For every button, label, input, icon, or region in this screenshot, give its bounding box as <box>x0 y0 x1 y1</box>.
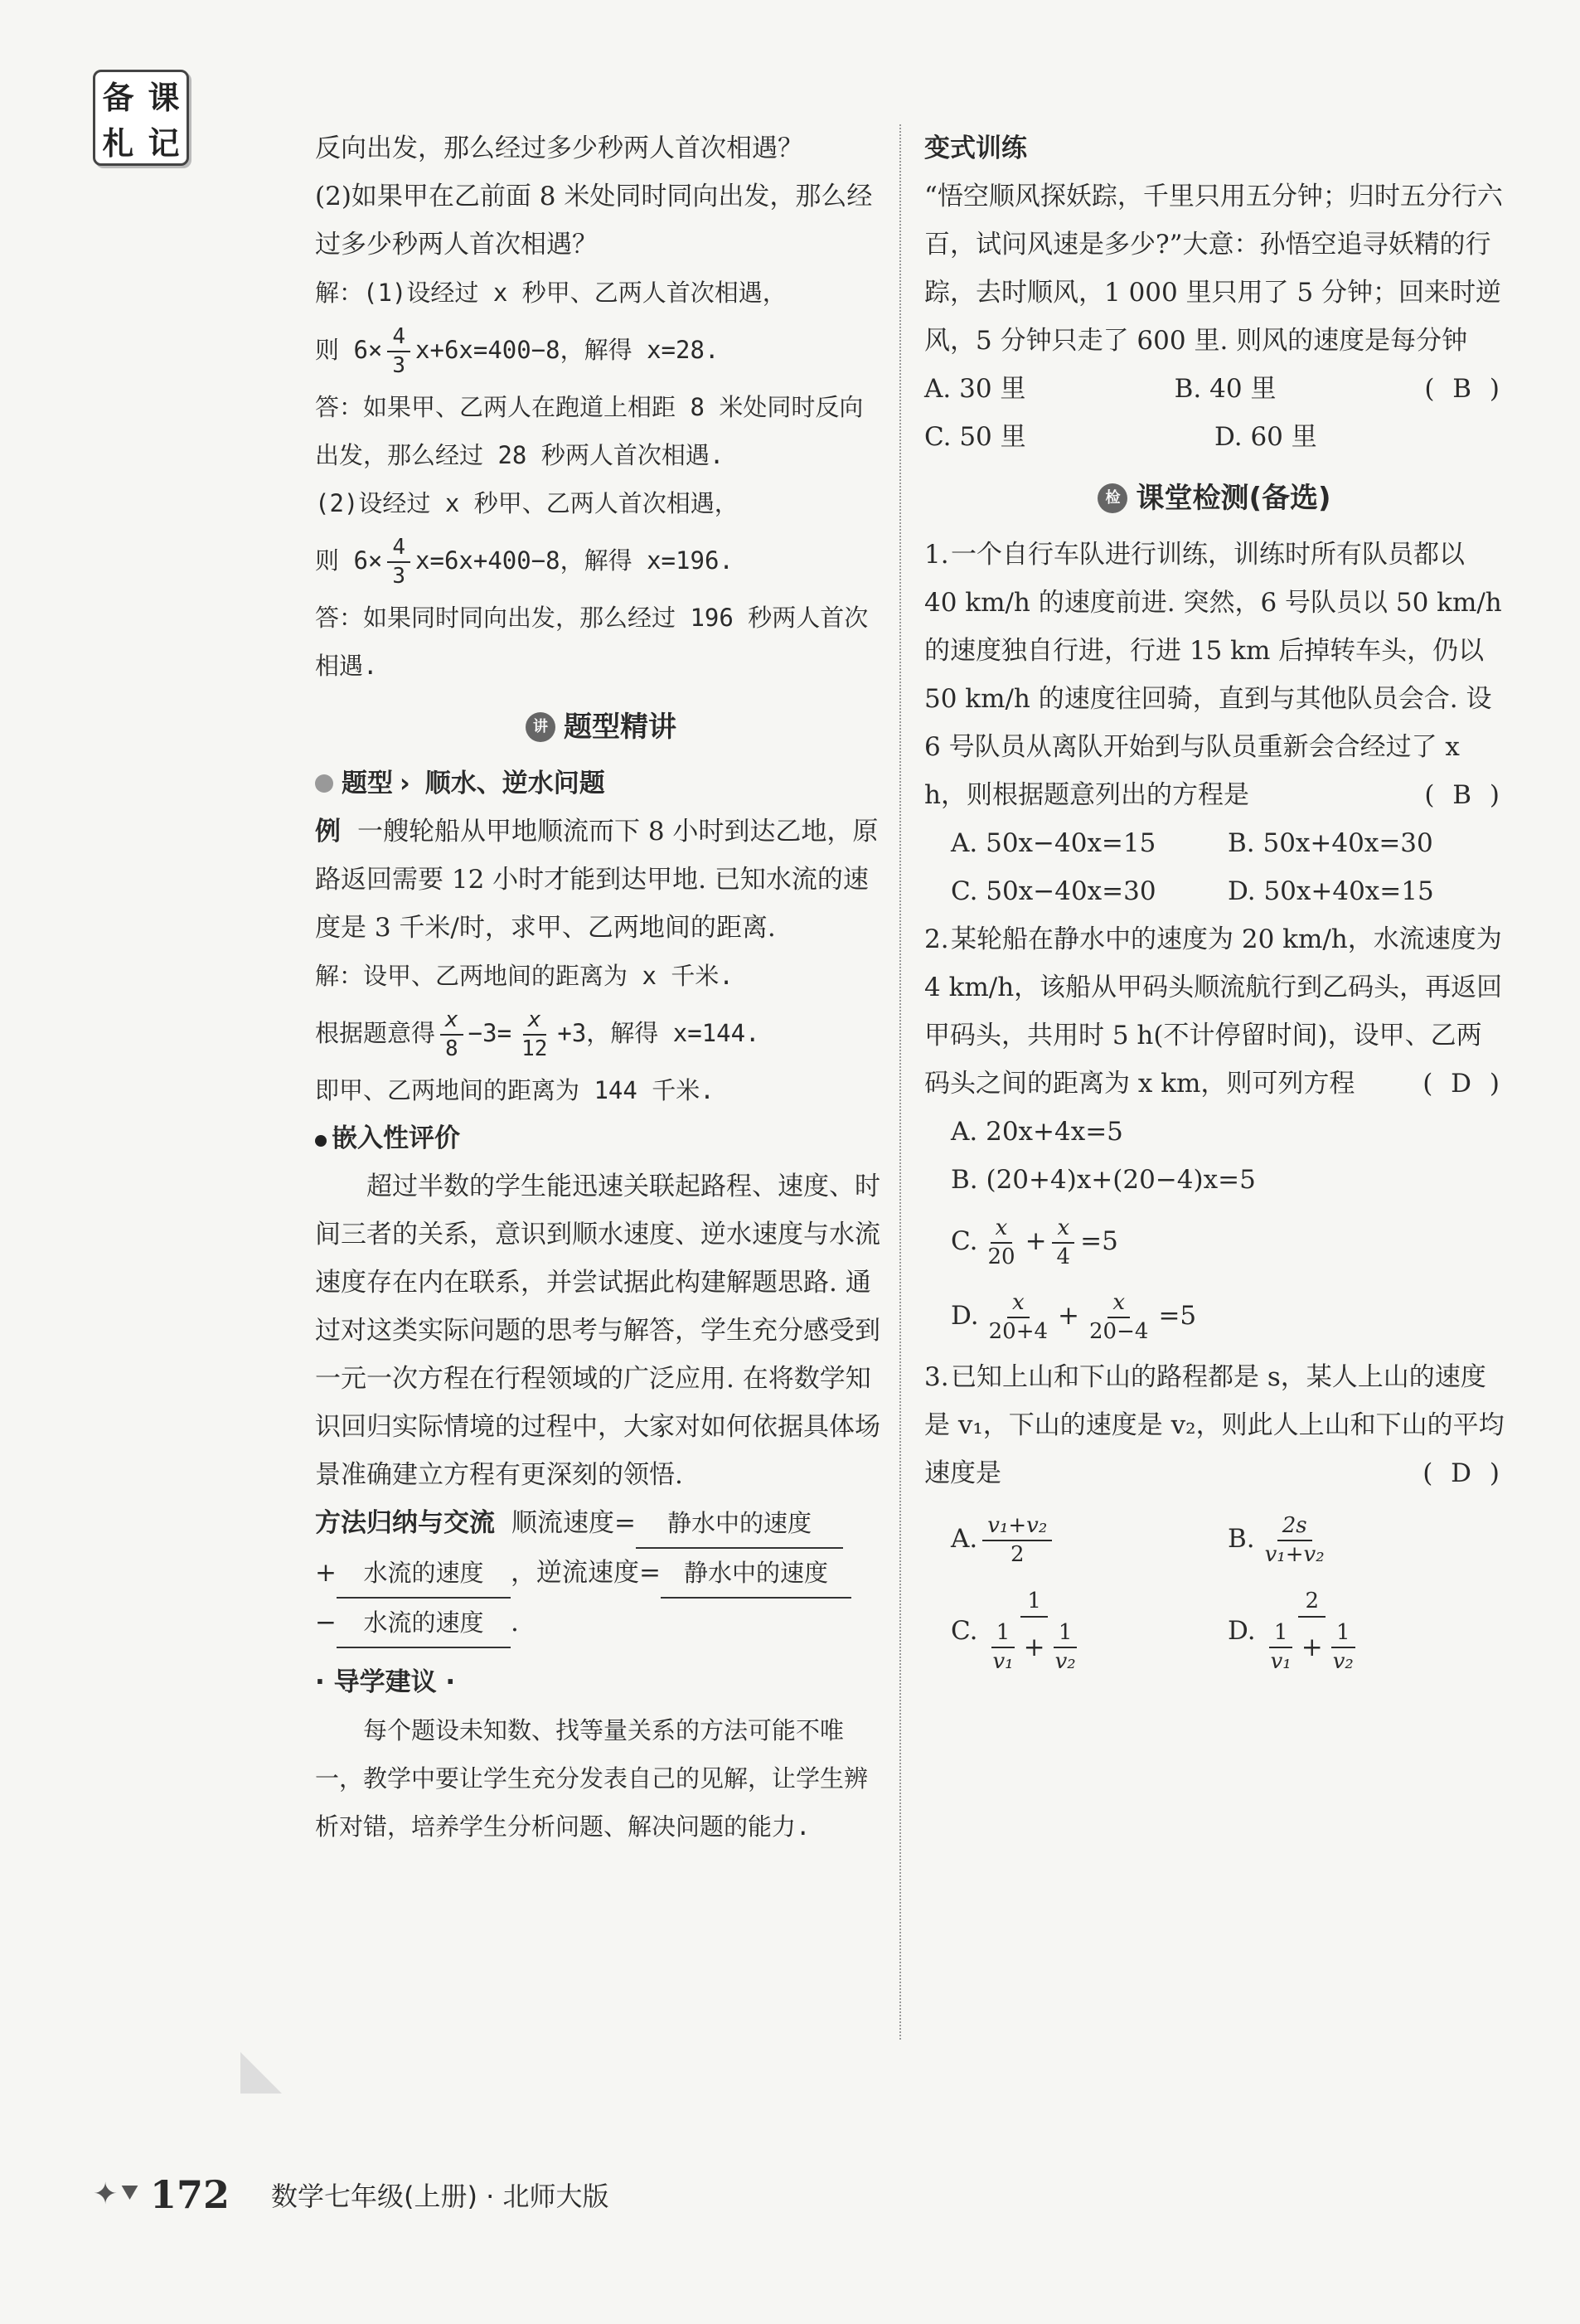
denominator: 20−4 <box>1089 1318 1149 1344</box>
option: B. 40 里 <box>1174 374 1277 404</box>
example <box>315 808 887 952</box>
section-header <box>315 703 887 751</box>
question-number: 1. <box>924 540 949 570</box>
option-label: B. <box>1228 1524 1255 1554</box>
fraction <box>440 1008 463 1060</box>
option-row <box>924 1497 1505 1580</box>
denominator <box>982 1618 1085 1673</box>
fill-blank: 静水中的速度 <box>636 1499 843 1549</box>
note-stamp <box>93 70 189 166</box>
option: A. 50x−40x=15 <box>951 828 1156 858</box>
type-label: 题型 <box>342 769 393 798</box>
type-row <box>315 759 887 808</box>
denominator: v₂ <box>1054 1648 1076 1674</box>
eq-rest: x=6x+400−8，解得 x=196. <box>415 546 734 575</box>
method-text: 顺流速度= <box>511 1508 636 1538</box>
numerator: x <box>991 1216 1013 1244</box>
page-number: 172 <box>149 2172 230 2217</box>
plus-sign: + <box>1301 1632 1323 1662</box>
example-solution: 解：设甲、乙两地间的距离为 x 千米. <box>315 962 734 990</box>
fraction <box>1260 1514 1330 1566</box>
denominator: v₁ <box>1270 1648 1292 1674</box>
option-label: D. <box>951 1301 979 1331</box>
denominator: 3 <box>392 353 406 378</box>
eval-title: 嵌入性评价 <box>332 1123 460 1153</box>
denominator <box>1261 1618 1364 1673</box>
option-row <box>924 1589 1505 1673</box>
numerator: x <box>1007 1291 1030 1318</box>
denominator: 12 <box>521 1036 548 1061</box>
option-row <box>924 365 1424 413</box>
fraction <box>1266 1621 1296 1673</box>
example-equation <box>315 1000 887 1066</box>
question-answer: ( B ) <box>1424 780 1505 810</box>
option-c: C. $\frac{x}{20}$ + $\frac{x}{4}$ =5 <box>951 1215 1118 1269</box>
eval-text: 超过半数的学生能迅速关联起路程、速度、时间三者的关系，意识到顺水速度、逆水速度与水流速度存在内在联系，并尝试据此构建解题思路. 通过对这类实际问题的思考与解答，学生充分感受到一元一次方程在行程领域的广泛应用. 在将数学知识回归实际情境的过程中，大家对如何依据具体场景准确建立方程有更深刻的领悟. <box>315 1172 880 1490</box>
fraction <box>984 1291 1053 1343</box>
solution-2: (2)设经过 x 秒甲、乙两人首次相遇， <box>315 489 739 517</box>
option-row <box>924 819 1505 867</box>
fraction <box>982 1514 1052 1566</box>
numerator: 1 <box>991 1621 1015 1648</box>
fill-blank: 水流的速度 <box>337 1599 511 1648</box>
option-b <box>1228 1497 1505 1580</box>
eq-prefix: 则 6× <box>315 546 383 575</box>
option: B. 50x+40x=30 <box>1228 828 1433 858</box>
option-d: D. $\frac{x}{20+4}$ + $\frac{x}{20-4}$ =5 <box>951 1289 1197 1344</box>
plus-sign: + <box>1023 1632 1045 1662</box>
option: A. 30 里 <box>924 374 1026 404</box>
lecture-icon: 讲 <box>526 712 555 742</box>
denominator: v₂ <box>1332 1648 1354 1674</box>
book-title: 数学七年级(上册) · 北师大版 <box>271 2181 609 2212</box>
chevron-right-icon: › <box>400 769 410 798</box>
option: C. 50 里 <box>924 422 1026 452</box>
question-text: 某轮船在静水中的速度为 20 km/h，水流速度为 4 km/h，该船从甲码头顺流航行到乙码头，再返回甲码头，共用时 5 h(不计停留时间)，设甲、乙两码头之间的距离为 x km，则可列方程 <box>924 924 1503 1099</box>
option: D. 50x+40x=15 <box>1228 876 1434 906</box>
denominator: 2 <box>1010 1541 1025 1567</box>
example-answer: 即甲、乙两地间的距离为 144 千米. <box>315 1076 715 1104</box>
fraction <box>1084 1291 1153 1343</box>
fraction <box>987 1621 1018 1673</box>
type-name: 顺水、逆水问题 <box>424 769 605 798</box>
eq-rest: +3，解得 x=144. <box>557 1019 760 1047</box>
fraction <box>1050 1621 1081 1673</box>
fraction <box>982 1216 1020 1269</box>
fraction <box>387 325 410 377</box>
variant-text: “悟空顺风探妖踪，千里只用五分钟；归时五分行六百，试问风速是多少?”大意：孙悟空追寻妖精的行踪，去时顺风，1 000 里只用了 5 分钟；回来时逆风，5 分钟只走了 600 里. 则风的速度是每分钟 <box>924 182 1503 356</box>
option-d <box>1228 1589 1505 1673</box>
bullet-icon <box>315 1135 327 1147</box>
numerator: x <box>1107 1291 1130 1318</box>
numerator: v₁+v₂ <box>982 1514 1052 1541</box>
variant-answer: ( B ) <box>1424 374 1505 404</box>
complex-fraction <box>982 1589 1085 1673</box>
stamp-char: 记 <box>148 125 180 162</box>
question-text: 已知上山和下山的路程都是 s，某人上山的速度是 v₁，下山的速度是 v₂，则此人上山和下山的平均速度是 <box>924 1362 1505 1488</box>
denominator: 4 <box>1056 1244 1071 1269</box>
column-divider <box>899 124 901 2040</box>
check-icon: 检 <box>1098 483 1127 513</box>
type-mark-icon <box>315 774 333 793</box>
numerator: 1 <box>1020 1589 1048 1618</box>
eq-prefix: 根据题意得 <box>315 1019 436 1047</box>
guide-title: · 导学建议 · <box>315 1667 456 1697</box>
method-summary <box>315 1499 887 1648</box>
fill-blank: 静水中的速度 <box>661 1549 851 1599</box>
numerator: 2s <box>1277 1514 1312 1541</box>
stamp-char: 札 <box>102 125 134 162</box>
intro-text-2: (2)如果甲在乙前面 8 米处同时同向出发，那么经过多少秒两人首次相遇？ <box>315 182 873 260</box>
denominator: 20 <box>987 1244 1015 1269</box>
answer-1: 答：如果甲、乙两人在跑道上相距 8 米处同时反向出发，那么经过 28 秒两人首次相遇. <box>315 393 864 469</box>
eval-title-row <box>315 1114 887 1162</box>
numerator: x <box>440 1008 463 1036</box>
option: A. 20x+4x=5 <box>951 1117 1123 1147</box>
example-text: 一艘轮船从甲地顺流而下 8 小时到达乙地，原路返回需要 12 小时才能到达甲地. 已知水流的速度是 3 千米/时，求甲、乙两地间的距离. <box>315 817 879 943</box>
option: D. 60 里 <box>1214 422 1317 452</box>
option: B. (20+4)x+(20−4)x=5 <box>951 1165 1256 1195</box>
numerator: 4 <box>387 536 410 563</box>
complex-fraction <box>1261 1589 1364 1673</box>
answer-2: 答：如果同时同向出发，那么经过 196 秒两人首次相遇. <box>315 604 869 680</box>
option-c <box>951 1589 1228 1673</box>
fraction <box>516 1008 552 1060</box>
denominator: 20+4 <box>988 1318 1049 1344</box>
solution-1: 解：(1)设经过 x 秒甲、乙两人首次相遇， <box>315 279 787 307</box>
option-row <box>924 413 1505 461</box>
numerator: x <box>523 1008 546 1036</box>
denominator: 8 <box>445 1036 458 1061</box>
example-label: 例 <box>315 817 341 847</box>
question-2 <box>924 915 1505 1108</box>
page-footer <box>93 2172 609 2217</box>
denominator: v₁ <box>992 1648 1014 1674</box>
method-text: − <box>315 1608 337 1637</box>
fraction <box>387 536 410 588</box>
stamp-char: 备 <box>102 80 134 116</box>
question-number: 3. <box>924 1362 949 1392</box>
numerator: 1 <box>1269 1621 1293 1648</box>
option-label: C. <box>951 1616 978 1647</box>
option-label: C. <box>951 1226 978 1256</box>
intro-text-1: 反向出发，那么经过多少秒两人首次相遇？ <box>315 133 803 163</box>
question-text: 一个自行车队进行训练，训练时所有队员都以 40 km/h 的速度前进. 突然，6 号队员以 50 km/h 的速度独自行进，行进 15 km 后掉转车头，仍以 50 km/h 的速度往回骑，直到与其他队员会合. 设 6 号队员从离队开始到与队员重新会合经过了 x h，则根据题意列出的方程是 <box>924 540 1502 810</box>
method-text: + <box>315 1558 337 1588</box>
section-header <box>924 474 1505 522</box>
arrow-decoration-icon: ✦⯆ <box>93 2177 142 2211</box>
option-label: D. <box>1228 1616 1256 1647</box>
option-row <box>924 867 1505 915</box>
corner-decoration <box>240 2052 282 2094</box>
method-title: 方法归纳与交流 <box>315 1508 495 1538</box>
fill-blank: 水流的速度 <box>337 1549 511 1599</box>
eq-mid: −3= <box>468 1019 512 1047</box>
option-a <box>951 1497 1228 1580</box>
stamp-char: 课 <box>148 80 180 116</box>
question-3 <box>924 1353 1505 1497</box>
method-text: ，逆流速度= <box>510 1558 661 1588</box>
fraction <box>1052 1216 1076 1269</box>
question-number: 2. <box>924 924 949 954</box>
denominator: 3 <box>392 564 406 589</box>
option-rest: =5 <box>1080 1226 1118 1256</box>
question-answer: ( D ) <box>1422 1458 1505 1488</box>
question-1 <box>924 531 1505 819</box>
section-title: 课堂检测(备选) <box>1136 482 1331 515</box>
guide-text: 每个题设未知数、找等量关系的方法可能不唯一，教学中要让学生充分发表自己的见解，让学生辨析对错，培养学生分析问题、解决问题的能力. <box>315 1716 869 1841</box>
eq-prefix: 则 6× <box>315 336 383 364</box>
solution-2-equation <box>315 527 887 594</box>
numerator: x <box>1052 1216 1074 1244</box>
option-rest: =5 <box>1158 1301 1197 1331</box>
method-text: . <box>510 1608 519 1637</box>
eq-rest: x+6x=400−8，解得 x=28. <box>415 336 720 364</box>
variant-title: 变式训练 <box>924 133 1027 163</box>
fraction <box>1328 1621 1359 1673</box>
numerator: 1 <box>1054 1621 1078 1648</box>
denominator: v₁+v₂ <box>1264 1541 1325 1567</box>
left-column <box>315 124 887 1851</box>
right-column <box>924 124 1505 1673</box>
numerator: 1 <box>1331 1621 1355 1648</box>
question-answer: ( D ) <box>1422 1069 1505 1099</box>
option-label: A. <box>951 1524 978 1554</box>
option: C. 50x−40x=30 <box>951 876 1156 906</box>
section-title: 题型精讲 <box>564 711 676 744</box>
numerator: 4 <box>387 325 410 352</box>
numerator: 2 <box>1298 1589 1326 1618</box>
solution-1-equation <box>315 317 887 383</box>
